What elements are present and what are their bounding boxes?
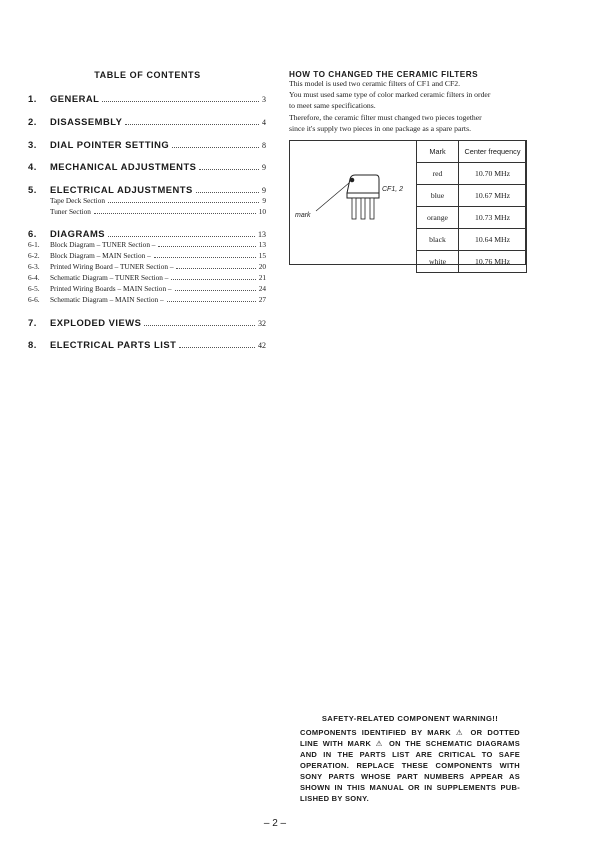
table-cell-mark: orange	[417, 207, 459, 229]
toc-subentry-number: 6-1.	[28, 240, 40, 249]
safety-text-line: AND IN THE PARTS LIST ARE CRITICAL TO SAFE	[300, 750, 520, 759]
toc-entry-exploded-views[interactable]	[28, 317, 266, 329]
table-cell-frequency: 10.76 MHz	[459, 251, 527, 273]
safety-text-line: LINE WITH MARK ⚠ ON THE SCHEMATIC DIAGRAMS	[300, 739, 520, 748]
toc-entry-dial-pointer-setting[interactable]	[28, 139, 266, 151]
leader-dots	[125, 117, 259, 125]
table-row	[417, 163, 527, 185]
toc-subentry-number: 6-3.	[28, 262, 40, 271]
mark-leader-line	[316, 183, 349, 211]
toc-subentry-page: 20	[258, 262, 266, 271]
toc-subentry-label: Schematic Diagram – MAIN Section –	[50, 295, 164, 304]
toc-subentry-label: Schematic Diagram – TUNER Section –	[50, 273, 169, 282]
table-row	[417, 251, 527, 273]
table-cell-frequency: 10.73 MHz	[459, 207, 527, 229]
leader-dots	[158, 240, 255, 247]
toc-subentry-number: 6-2.	[28, 251, 40, 260]
toc-subentry-number: 6-4.	[28, 273, 40, 282]
toc-subentry-page: 9	[262, 196, 266, 205]
safety-text-line: SONY PARTS WHOSE PART NUMBERS APPEAR AS	[300, 772, 520, 781]
safety-text-line: OPERATION. REPLACE THESE COMPONENTS WITH	[300, 761, 520, 770]
toc-title: TABLE OF CONTENTS	[94, 70, 201, 80]
toc-entry-page: 13	[258, 230, 266, 239]
toc-entry-page: 9	[262, 186, 266, 195]
toc-subentry-page: 10	[258, 207, 266, 216]
toc-subentry-6-4[interactable]	[28, 273, 266, 283]
leader-dots	[199, 162, 259, 170]
toc-entry-number: 8.	[28, 339, 37, 350]
component-label: CF1, 2	[382, 186, 404, 193]
toc-entry-number: 6.	[28, 228, 37, 239]
leader-dots	[176, 262, 255, 269]
toc-entry-electrical-parts-list[interactable]	[28, 339, 266, 351]
mark-label: mark	[295, 212, 311, 219]
leader-dots	[167, 295, 256, 302]
table-cell-frequency: 10.67 MHz	[459, 185, 527, 207]
ceramic-filter-table	[416, 140, 527, 273]
toc-entry-page: 8	[262, 141, 266, 150]
table-row	[417, 207, 527, 229]
table-cell-mark: blue	[417, 185, 459, 207]
color-mark-dot-icon	[350, 178, 355, 183]
toc-subentry-6-3[interactable]	[28, 262, 266, 272]
toc-entry-label: ELECTRICAL ADJUSTMENTS	[50, 184, 193, 195]
toc-entry-label: EXPLODED VIEWS	[50, 317, 142, 328]
ceramic-text-line: You must used same type of color marked ceramic filters in order	[289, 90, 491, 99]
leader-dots	[179, 340, 255, 348]
table-header-cell: Center frequency	[459, 141, 527, 163]
toc-subentry-tuner-section[interactable]	[28, 207, 266, 217]
leader-dots	[108, 196, 259, 203]
safety-text-line: COMPONENTS IDENTIFIED BY MARK ⚠ OR DOTTED	[300, 728, 520, 737]
toc-entry-number: 7.	[28, 317, 37, 328]
toc-entry-number: 2.	[28, 116, 37, 127]
toc-subentry-page: 21	[258, 273, 266, 282]
toc-entry-label: ELECTRICAL PARTS LIST	[50, 339, 177, 350]
filter-lead-shape	[370, 198, 374, 219]
leader-dots	[94, 207, 256, 214]
leader-dots	[154, 251, 256, 258]
toc-subentry-label: Printed Wiring Boards – MAIN Section –	[50, 284, 172, 293]
toc-entry-page: 4	[262, 118, 266, 127]
ceramic-text-line: Therefore, the ceramic filter must changed two pieces together	[289, 113, 482, 122]
toc-entry-label: DIAGRAMS	[50, 228, 106, 239]
toc-subentry-6-6[interactable]	[28, 295, 266, 305]
toc-subentry-6-2[interactable]	[28, 251, 266, 261]
filter-lead-shape	[361, 198, 365, 219]
leader-dots	[144, 318, 255, 326]
table-row	[417, 229, 527, 251]
table-cell-mark: white	[417, 251, 459, 273]
toc-entry-label: DIAL POINTER SETTING	[50, 139, 170, 150]
ceramic-filter-heading: HOW TO CHANGED THE CERAMIC FILTERS	[289, 70, 479, 79]
leader-dots	[172, 140, 259, 148]
toc-subentry-label: Tape Deck Section	[50, 196, 106, 205]
safety-text-line: LISHED BY SONY.	[300, 794, 369, 803]
ceramic-filter-illustration	[290, 141, 416, 264]
table-header-cell: Mark	[417, 141, 459, 163]
safety-warning-title: SAFETY-RELATED COMPONENT WARNING!!	[321, 714, 499, 723]
safety-text-line: SHOWN IN THIS MANUAL OR IN SUPPLEMENTS PUB-	[300, 783, 520, 792]
toc-subentry-page: 15	[258, 251, 266, 260]
toc-entry-label: DISASSEMBLY	[50, 116, 123, 127]
leader-dots	[196, 185, 259, 193]
toc-subentry-number: 6-6.	[28, 295, 40, 304]
toc-subentry-tape-deck-section[interactable]	[28, 196, 266, 206]
toc-entry-number: 5.	[28, 184, 37, 195]
ceramic-text-line: to meet same specifications.	[289, 101, 376, 110]
toc-entry-page: 32	[258, 319, 266, 328]
filter-lead-shape	[352, 198, 356, 219]
table-cell-mark: black	[417, 229, 459, 251]
toc-subentry-label: Printed Wiring Board – TUNER Section –	[50, 262, 174, 271]
toc-entry-page: 42	[258, 341, 266, 350]
toc-entry-label: GENERAL	[50, 93, 100, 104]
leader-dots	[171, 273, 255, 280]
table-cell-frequency: 10.64 MHz	[459, 229, 527, 251]
toc-subentry-6-5[interactable]	[28, 284, 266, 294]
leader-dots	[175, 284, 256, 291]
toc-subentry-label: Tuner Section	[50, 207, 91, 216]
toc-entry-general[interactable]	[28, 93, 266, 105]
table-cell-mark: red	[417, 163, 459, 185]
toc-subentry-page: 13	[258, 240, 266, 249]
toc-subentry-label: Block Diagram – MAIN Section –	[50, 251, 151, 260]
toc-entry-page: 9	[262, 163, 266, 172]
toc-subentry-number: 6-5.	[28, 284, 40, 293]
toc-entry-number: 4.	[28, 161, 37, 172]
ceramic-text-line: This model is used two ceramic filters of CF1 and CF2.	[289, 79, 461, 88]
toc-subentry-label: Block Diagram – TUNER Section –	[50, 240, 156, 249]
toc-entry-page: 3	[262, 95, 266, 104]
toc-entry-disassembly[interactable]	[28, 116, 266, 128]
toc-subentry-6-1[interactable]	[28, 240, 266, 250]
filter-base-shape	[347, 193, 379, 198]
leader-dots	[108, 229, 255, 237]
table-cell-frequency: 10.70 MHz	[459, 163, 527, 185]
toc-entry-number: 1.	[28, 93, 37, 104]
leader-dots	[102, 94, 259, 102]
table-row	[417, 185, 527, 207]
toc-entry-label: MECHANICAL ADJUSTMENTS	[50, 161, 197, 172]
toc-subentry-page: 24	[258, 284, 266, 293]
toc-entry-number: 3.	[28, 139, 37, 150]
table-header-row	[417, 141, 527, 163]
page-number: – 2 –	[263, 818, 287, 829]
toc-entry-mechanical-adjustments[interactable]	[28, 161, 266, 173]
toc-entry-diagrams[interactable]	[28, 228, 266, 240]
toc-entry-electrical-adjustments[interactable]	[28, 184, 266, 196]
ceramic-text-line: since it's supply two pieces in one package as a spare parts.	[289, 124, 471, 133]
toc-subentry-page: 27	[258, 295, 266, 304]
